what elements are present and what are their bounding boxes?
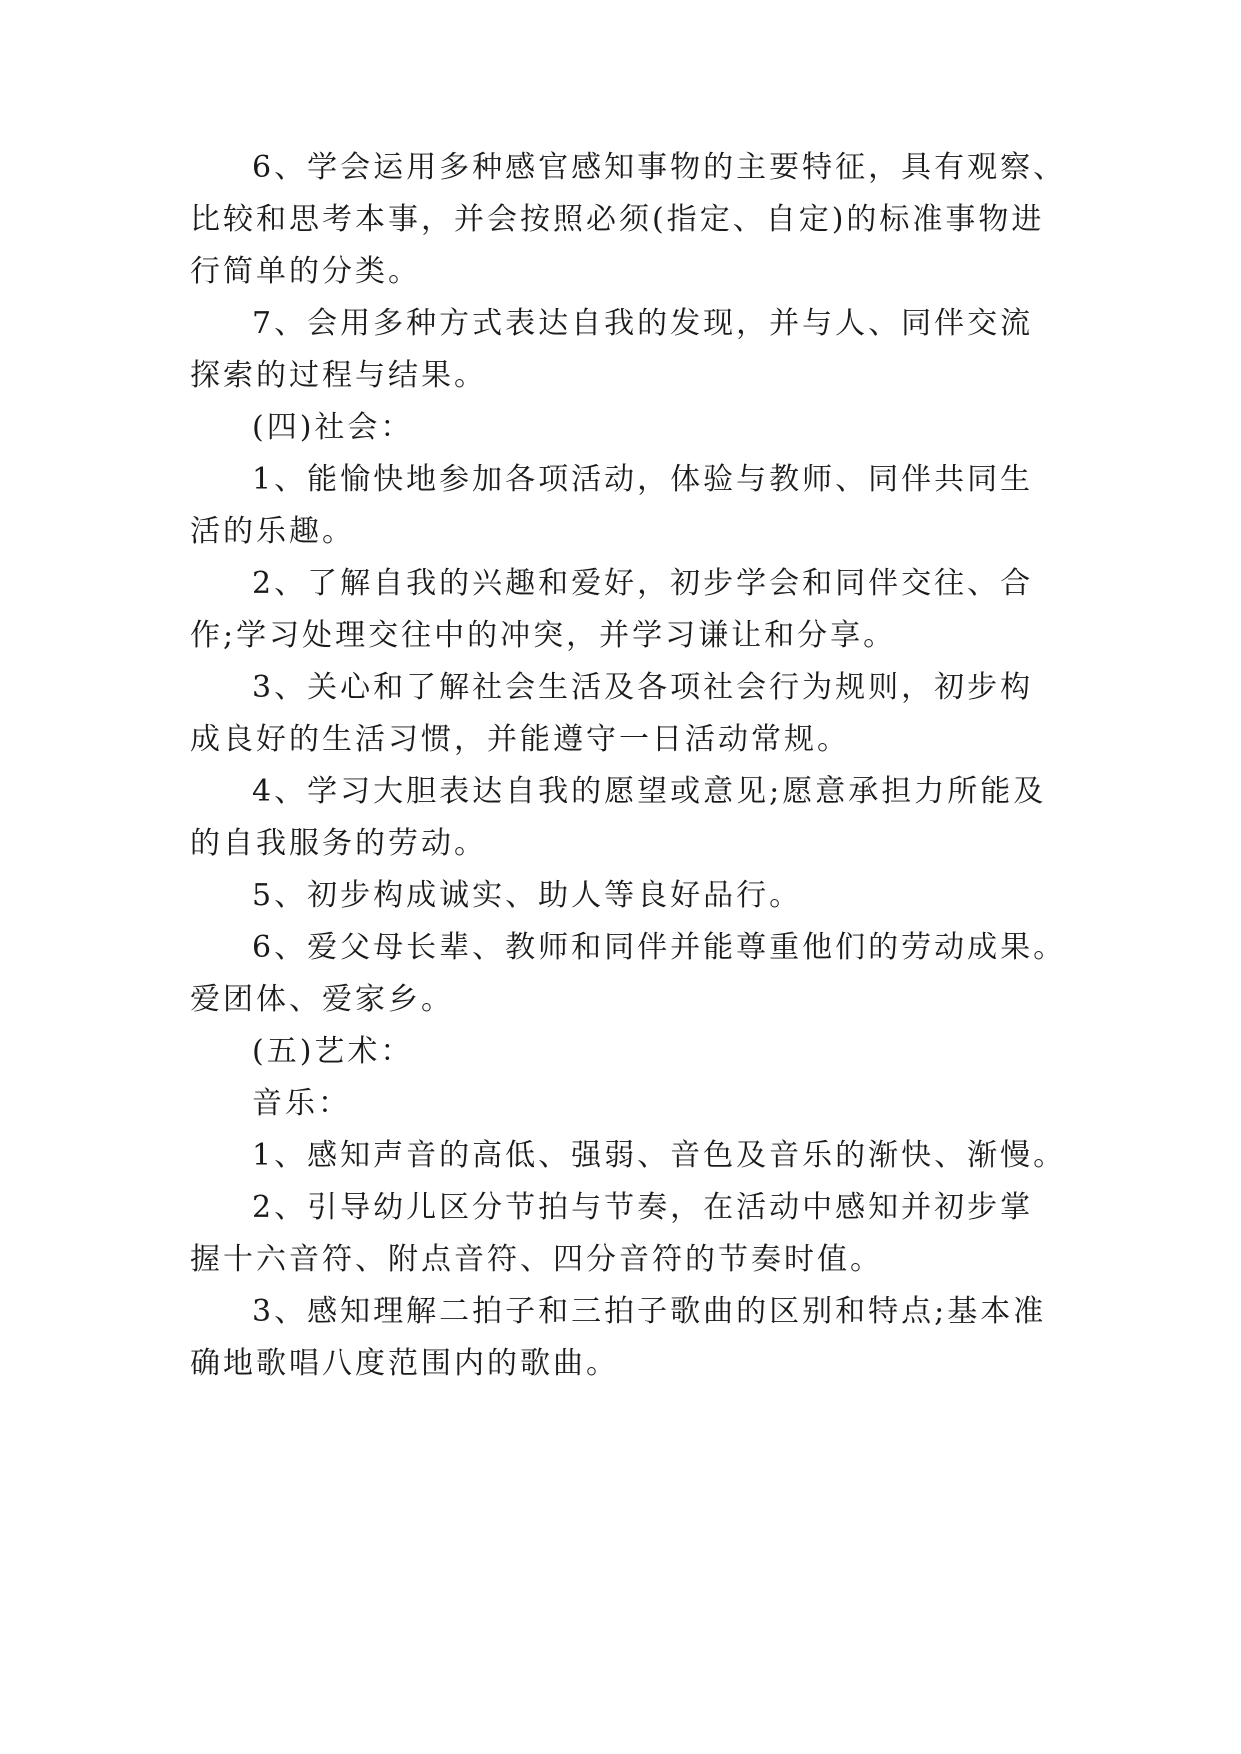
text-line: 爱团体、爱家乡。 xyxy=(190,982,454,1017)
section-heading: (四)社会： xyxy=(252,410,414,445)
text-line: 确地歌唱八度范围内的歌曲。 xyxy=(190,1346,619,1381)
text-line: 3、关心和了解社会生活及各项社会行为规则，初步构 xyxy=(252,670,1034,705)
text-line: 1、能愉快地参加各项活动，体验与教师、同伴共同生 xyxy=(252,462,1034,497)
text-line: 探索的过程与结果。 xyxy=(190,358,487,393)
text-line: 握十六音符、附点音符、四分音符的节奏时值。 xyxy=(190,1242,883,1277)
text-line: 作;学习处理交往中的冲突，并学习谦让和分享。 xyxy=(190,618,897,653)
section-heading: (五)艺术： xyxy=(252,1034,414,1069)
text-line: 3、感知理解二拍子和三拍子歌曲的区别和特点;基本准 xyxy=(252,1294,1047,1329)
text-line: 6、爱父母长辈、教师和同伴并能尊重他们的劳动成果。 xyxy=(252,930,1067,965)
text-line: 7、会用多种方式表达自我的发现，并与人、同伴交流 xyxy=(252,306,1034,341)
text-line: 的自我服务的劳动。 xyxy=(190,826,487,861)
text-line: 比较和思考本事，并会按照必须(指定、自定)的标准事物进 xyxy=(190,202,1045,237)
text-line: 4、学习大胆表达自我的愿望或意见;愿意承担力所能及 xyxy=(252,774,1047,809)
text-line: 活的乐趣。 xyxy=(190,514,355,549)
subsection-heading: 音乐： xyxy=(252,1086,351,1121)
text-line: 5、初步构成诚实、助人等良好品行。 xyxy=(252,878,803,913)
text-line: 行简单的分类。 xyxy=(190,254,421,289)
text-line: 2、引导幼儿区分节拍与节奏，在活动中感知并初步掌 xyxy=(252,1190,1034,1225)
text-line: 2、了解自我的兴趣和爱好，初步学会和同伴交往、合 xyxy=(252,566,1034,601)
text-line: 成良好的生活习惯，并能遵守一日活动常规。 xyxy=(190,722,850,757)
text-line: 6、学会运用多种感官感知事物的主要特征，具有观察、 xyxy=(252,150,1067,185)
text-line: 1、感知声音的高低、强弱、音色及音乐的渐快、渐慢。 xyxy=(252,1138,1067,1173)
